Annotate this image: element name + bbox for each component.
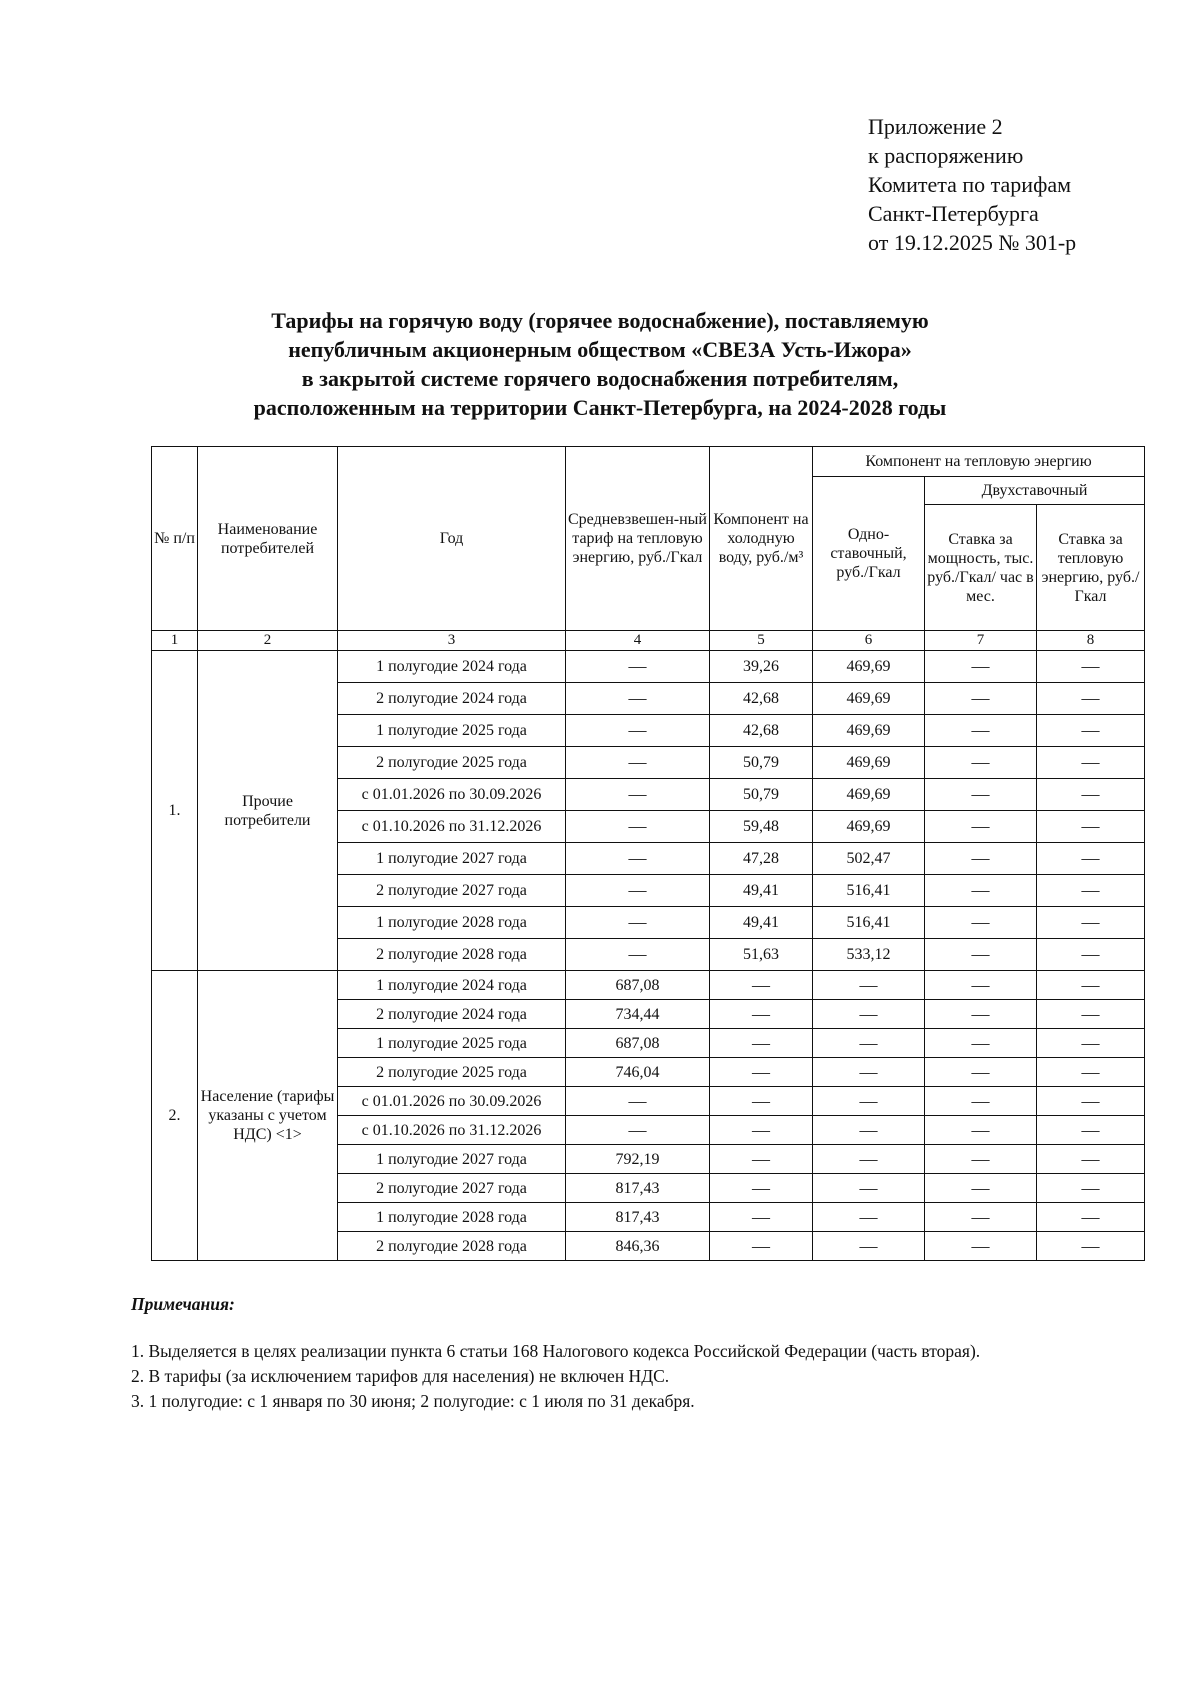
energy-rate-cell: — [1037,939,1145,971]
year-cell: 2 полугодие 2024 года [338,683,566,715]
year-cell: с 01.01.2026 по 30.09.2026 [338,1087,566,1116]
year-cell: 1 полугодие 2027 года [338,843,566,875]
cold-water-cell: — [710,1000,813,1029]
avg-tariff-cell: — [566,651,710,683]
single-rate-cell: 469,69 [813,715,925,747]
group-number: 2. [152,971,198,1261]
column-number-row [152,631,1145,651]
capacity-rate-cell: — [925,907,1037,939]
column-number: 4 [566,631,710,651]
avg-tariff-cell: 846,36 [566,1232,710,1261]
avg-tariff-cell: — [566,1116,710,1145]
year-cell: 2 полугодие 2024 года [338,1000,566,1029]
avg-tariff-cell: 734,44 [566,1000,710,1029]
appendix-line: Санкт-Петербурга [868,201,1039,226]
year-cell: 1 полугодие 2025 года [338,1029,566,1058]
table-row [152,971,1145,1000]
energy-rate-cell: — [1037,1203,1145,1232]
cold-water-cell: — [710,1058,813,1087]
energy-rate-cell: — [1037,875,1145,907]
capacity-rate-cell: — [925,811,1037,843]
capacity-rate-cell: — [925,1029,1037,1058]
energy-rate-cell: — [1037,1232,1145,1261]
table-row [152,651,1145,683]
avg-tariff-cell: — [566,907,710,939]
column-number: 5 [710,631,813,651]
single-rate-cell: 533,12 [813,939,925,971]
avg-tariff-cell: 687,08 [566,971,710,1000]
document-title [150,306,1050,422]
cold-water-cell: — [710,971,813,1000]
avg-tariff-cell: 817,43 [566,1203,710,1232]
single-rate-cell: — [813,1232,925,1261]
single-rate-cell: — [813,1116,925,1145]
avg-tariff-cell: — [566,683,710,715]
energy-rate-cell: — [1037,907,1145,939]
cold-water-cell: — [710,1029,813,1058]
cold-water-cell: — [710,1174,813,1203]
capacity-rate-cell: — [925,651,1037,683]
year-cell: 2 полугодие 2027 года [338,875,566,907]
cold-water-cell: 51,63 [710,939,813,971]
year-cell: 1 полугодие 2028 года [338,1203,566,1232]
year-cell: 1 полугодие 2028 года [338,907,566,939]
avg-tariff-cell: — [566,1087,710,1116]
group-name: Прочие потребители [198,651,338,971]
capacity-rate-cell: — [925,1145,1037,1174]
column-number: 1 [152,631,198,651]
header-cold-water: Компонент на холодную воду, руб./м³ [710,447,813,631]
column-number: 7 [925,631,1037,651]
single-rate-cell: 516,41 [813,907,925,939]
cold-water-cell: — [710,1087,813,1116]
energy-rate-cell: — [1037,1029,1145,1058]
note-item: 3. 1 полугодие: с 1 января по 30 июня; 2 полугодие: с 1 июля по 31 декабря. [131,1391,695,1411]
single-rate-cell: 469,69 [813,811,925,843]
group-name: Население (тарифы указаны с учетом НДС) <1> [198,971,338,1261]
title-line: в закрытой системе горячего водоснабжения потребителям, [301,366,899,391]
energy-rate-cell: — [1037,1058,1145,1087]
avg-tariff-cell: — [566,811,710,843]
year-cell: 1 полугодие 2024 года [338,971,566,1000]
title-line: непубличным акционерным обществом «СВЕЗА Усть-Ижора» [288,337,912,362]
energy-rate-cell: — [1037,971,1145,1000]
capacity-rate-cell: — [925,1116,1037,1145]
capacity-rate-cell: — [925,843,1037,875]
header-num: № п/п [152,447,198,631]
title-line: расположенным на территории Санкт-Петербурга, на 2024-2028 годы [253,395,947,420]
avg-tariff-cell: — [566,843,710,875]
capacity-rate-cell: — [925,1203,1037,1232]
avg-tariff-cell: — [566,875,710,907]
header-heat-component: Компонент на тепловую энергию [813,447,1145,477]
avg-tariff-cell: — [566,747,710,779]
header-single-rate: Одно-ставочный, руб./Гкал [813,477,925,631]
energy-rate-cell: — [1037,683,1145,715]
appendix-line: к распоряжению [868,143,1024,168]
avg-tariff-cell: 746,04 [566,1058,710,1087]
year-cell: 2 полугодие 2028 года [338,1232,566,1261]
cold-water-cell: 49,41 [710,907,813,939]
header-consumer: Наименование потребителей [198,447,338,631]
capacity-rate-cell: — [925,715,1037,747]
avg-tariff-cell: 817,43 [566,1174,710,1203]
cold-water-cell: — [710,1232,813,1261]
year-cell: 2 полугодие 2028 года [338,939,566,971]
cold-water-cell: 42,68 [710,715,813,747]
cold-water-cell: — [710,1116,813,1145]
year-cell: 1 полугодие 2025 года [338,715,566,747]
single-rate-cell: — [813,1029,925,1058]
year-cell: с 01.01.2026 по 30.09.2026 [338,779,566,811]
appendix-line: Комитета по тарифам [868,172,1072,197]
capacity-rate-cell: — [925,1058,1037,1087]
notes-block [131,1292,980,1414]
energy-rate-cell: — [1037,715,1145,747]
cold-water-cell: 50,79 [710,747,813,779]
capacity-rate-cell: — [925,683,1037,715]
cold-water-cell: 59,48 [710,811,813,843]
capacity-rate-cell: — [925,779,1037,811]
column-number: 6 [813,631,925,651]
cold-water-cell: 49,41 [710,875,813,907]
header-avg-tariff: Средневзвешен-ный тариф на тепловую энергию, руб./Гкал [566,447,710,631]
single-rate-cell: — [813,1058,925,1087]
single-rate-cell: 502,47 [813,843,925,875]
single-rate-cell: — [813,1087,925,1116]
energy-rate-cell: — [1037,811,1145,843]
capacity-rate-cell: — [925,971,1037,1000]
year-cell: 1 полугодие 2024 года [338,651,566,683]
energy-rate-cell: — [1037,1145,1145,1174]
column-number: 3 [338,631,566,651]
energy-rate-cell: — [1037,1000,1145,1029]
energy-rate-cell: — [1037,1087,1145,1116]
column-number: 2 [198,631,338,651]
capacity-rate-cell: — [925,747,1037,779]
energy-rate-cell: — [1037,843,1145,875]
single-rate-cell: 469,69 [813,683,925,715]
single-rate-cell: 469,69 [813,651,925,683]
avg-tariff-cell: — [566,715,710,747]
single-rate-cell: — [813,1000,925,1029]
appendix-line: от 19.12.2025 № 301-р [868,230,1077,255]
header-capacity-rate: Ставка за мощность, тыс. руб./Гкал/ час в мес. [925,505,1037,631]
header-year: Год [338,447,566,631]
appendix-line: Приложение 2 [868,114,1003,139]
capacity-rate-cell: — [925,1000,1037,1029]
note-item: 1. Выделяется в целях реализации пункта 6 статьи 168 Налогового кодекса Российской Федерации (часть вторая). [131,1341,981,1361]
avg-tariff-cell: — [566,939,710,971]
avg-tariff-cell: 687,08 [566,1029,710,1058]
group-number: 1. [152,651,198,971]
energy-rate-cell: — [1037,779,1145,811]
single-rate-cell: 516,41 [813,875,925,907]
capacity-rate-cell: — [925,939,1037,971]
year-cell: 2 полугодие 2025 года [338,1058,566,1087]
header-energy-rate: Ставка за тепловую энергию, руб./Гкал [1037,505,1145,631]
avg-tariff-cell: 792,19 [566,1145,710,1174]
cold-water-cell: 39,26 [710,651,813,683]
single-rate-cell: 469,69 [813,747,925,779]
cold-water-cell: — [710,1145,813,1174]
year-cell: 1 полугодие 2027 года [338,1145,566,1174]
cold-water-cell: — [710,1203,813,1232]
capacity-rate-cell: — [925,1174,1037,1203]
year-cell: 2 полугодие 2025 года [338,747,566,779]
energy-rate-cell: — [1037,747,1145,779]
capacity-rate-cell: — [925,875,1037,907]
energy-rate-cell: — [1037,1116,1145,1145]
cold-water-cell: 50,79 [710,779,813,811]
column-number: 8 [1037,631,1145,651]
avg-tariff-cell: — [566,779,710,811]
appendix-block [868,112,1076,257]
title-line: Тарифы на горячую воду (горячее водоснабжение), поставляемую [271,308,929,333]
single-rate-cell: — [813,1145,925,1174]
tariff-table [151,446,1145,1261]
header-two-rate: Двухставочный [925,477,1145,505]
capacity-rate-cell: — [925,1087,1037,1116]
energy-rate-cell: — [1037,1174,1145,1203]
single-rate-cell: — [813,1203,925,1232]
note-item: 2. В тарифы (за исключением тарифов для населения) не включен НДС. [131,1366,670,1386]
cold-water-cell: 42,68 [710,683,813,715]
year-cell: с 01.10.2026 по 31.12.2026 [338,811,566,843]
year-cell: 2 полугодие 2027 года [338,1174,566,1203]
cold-water-cell: 47,28 [710,843,813,875]
year-cell: с 01.10.2026 по 31.12.2026 [338,1116,566,1145]
capacity-rate-cell: — [925,1232,1037,1261]
single-rate-cell: 469,69 [813,779,925,811]
notes-heading: Примечания: [131,1294,235,1314]
energy-rate-cell: — [1037,651,1145,683]
single-rate-cell: — [813,971,925,1000]
single-rate-cell: — [813,1174,925,1203]
